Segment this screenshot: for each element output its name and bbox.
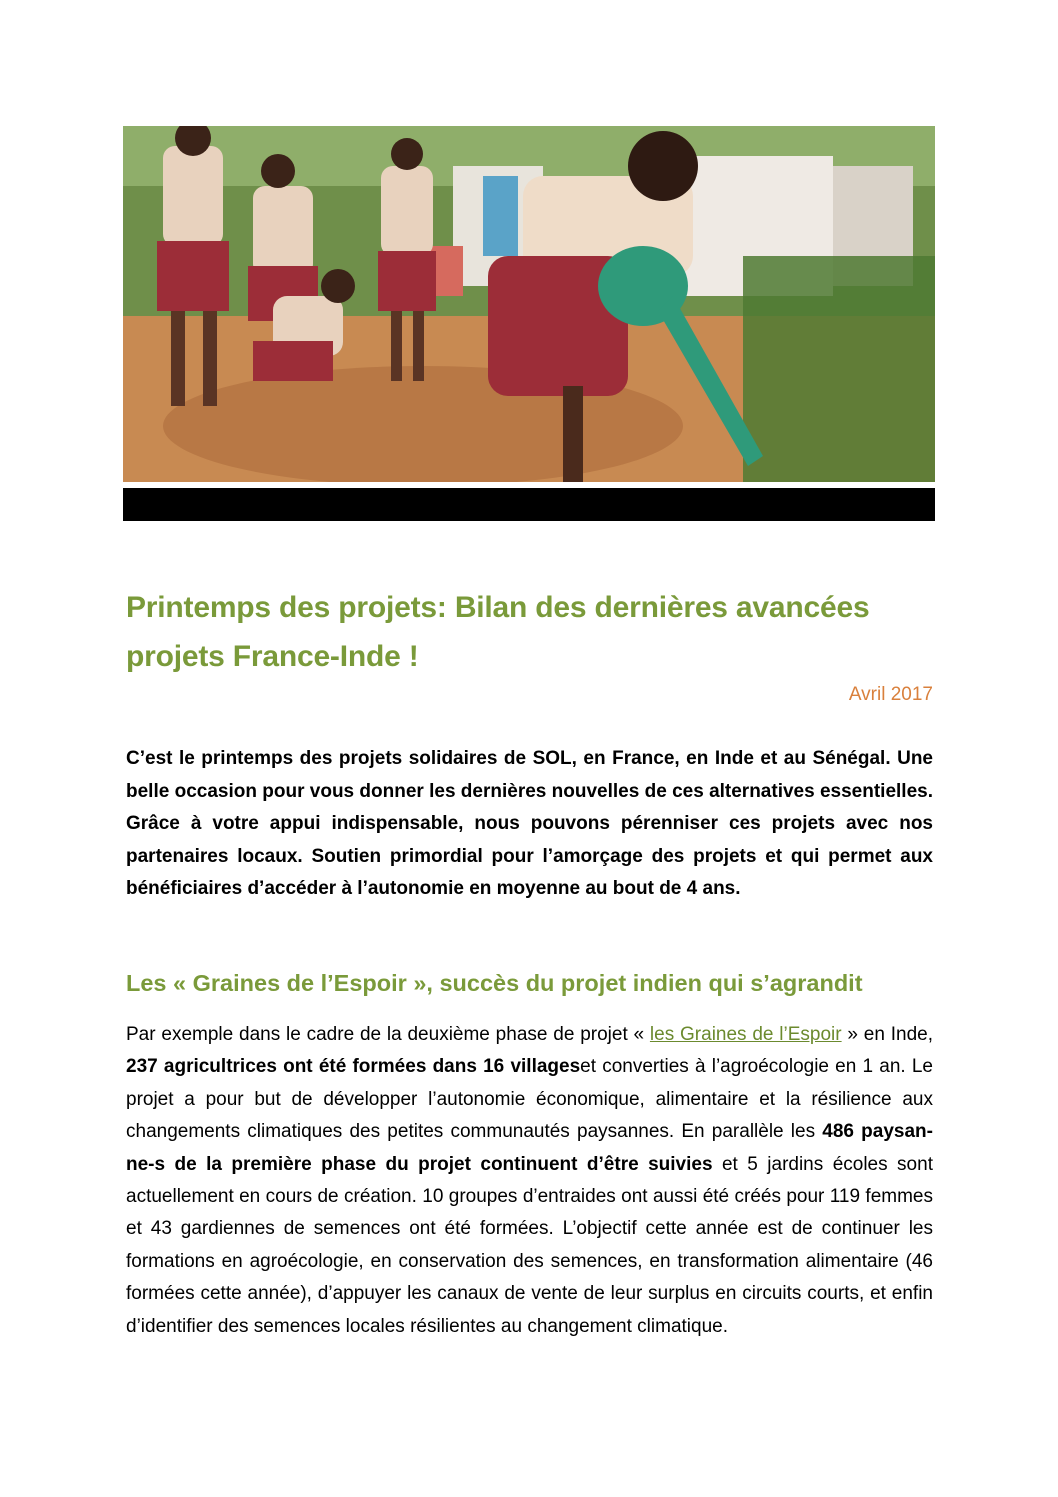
paragraph-bold: 486 paysan-ne-s de la première phase du projet continuent d’être suivies	[126, 1121, 933, 1175]
hero-photo	[123, 126, 935, 482]
paragraph-text: et converties à l’agroécologie en 1 an. Le projet a pour but de développer l’autonomie économique, alimentaire et la résilience aux changements climatiques des petites communautés paysannes. En parallèle les	[126, 1056, 934, 1143]
article-title: Printemps des projets: Bilan des dernières avancées projets France-Inde !	[126, 591, 870, 673]
graines-espoir-link[interactable]: les Graines de l’Espoir	[649, 1024, 842, 1045]
paragraph-text: et 5 jardins écoles sont actuellement en cours de création. 10 groupes d’entraides ont aussi été créés pour 119 femmes et 43 gardiennes de semences ont été formées. L’objectif cette année est de continuer les formations en agroécologie, en conservation des semences, en transformation alimentaire (46 formées cette année), d’appuyer les canaux de vente de leur surplus en circuits courts, et enfin d’identifier des semences locales résilientes au changement climatique.	[126, 1153, 933, 1337]
article-date: Avril 2017	[848, 684, 933, 705]
article-intro: C’est le printemps des projets solidaires de SOL, en France, en Inde et au Sénégal. Une belle occasion pour vous donner les dernières nouvelles de ces alternatives essentielles. Grâce à votre appui indispensable, nous pouvons pérenniser ces projets avec nos partenaires locaux. Soutien primordial pour l’amorçage des projets et qui permet aux bénéficiaires d’accéder à l’autonomie en moyenne au bout de 4 ans.	[126, 748, 933, 900]
decorative-black-bar	[123, 488, 935, 521]
paragraph-text: » en Inde,	[841, 1024, 933, 1045]
section-subtitle: Les « Graines de l’Espoir », succès du projet indien qui s’agrandit	[126, 970, 863, 996]
paragraph-text: Par exemple dans le cadre de la deuxième phase de projet «	[126, 1024, 650, 1045]
photo-children-gardening-icon	[123, 126, 935, 482]
section-paragraph	[126, 1019, 933, 1343]
paragraph-bold: 237 agricultrices ont été formées dans 16 villages	[126, 1056, 581, 1078]
